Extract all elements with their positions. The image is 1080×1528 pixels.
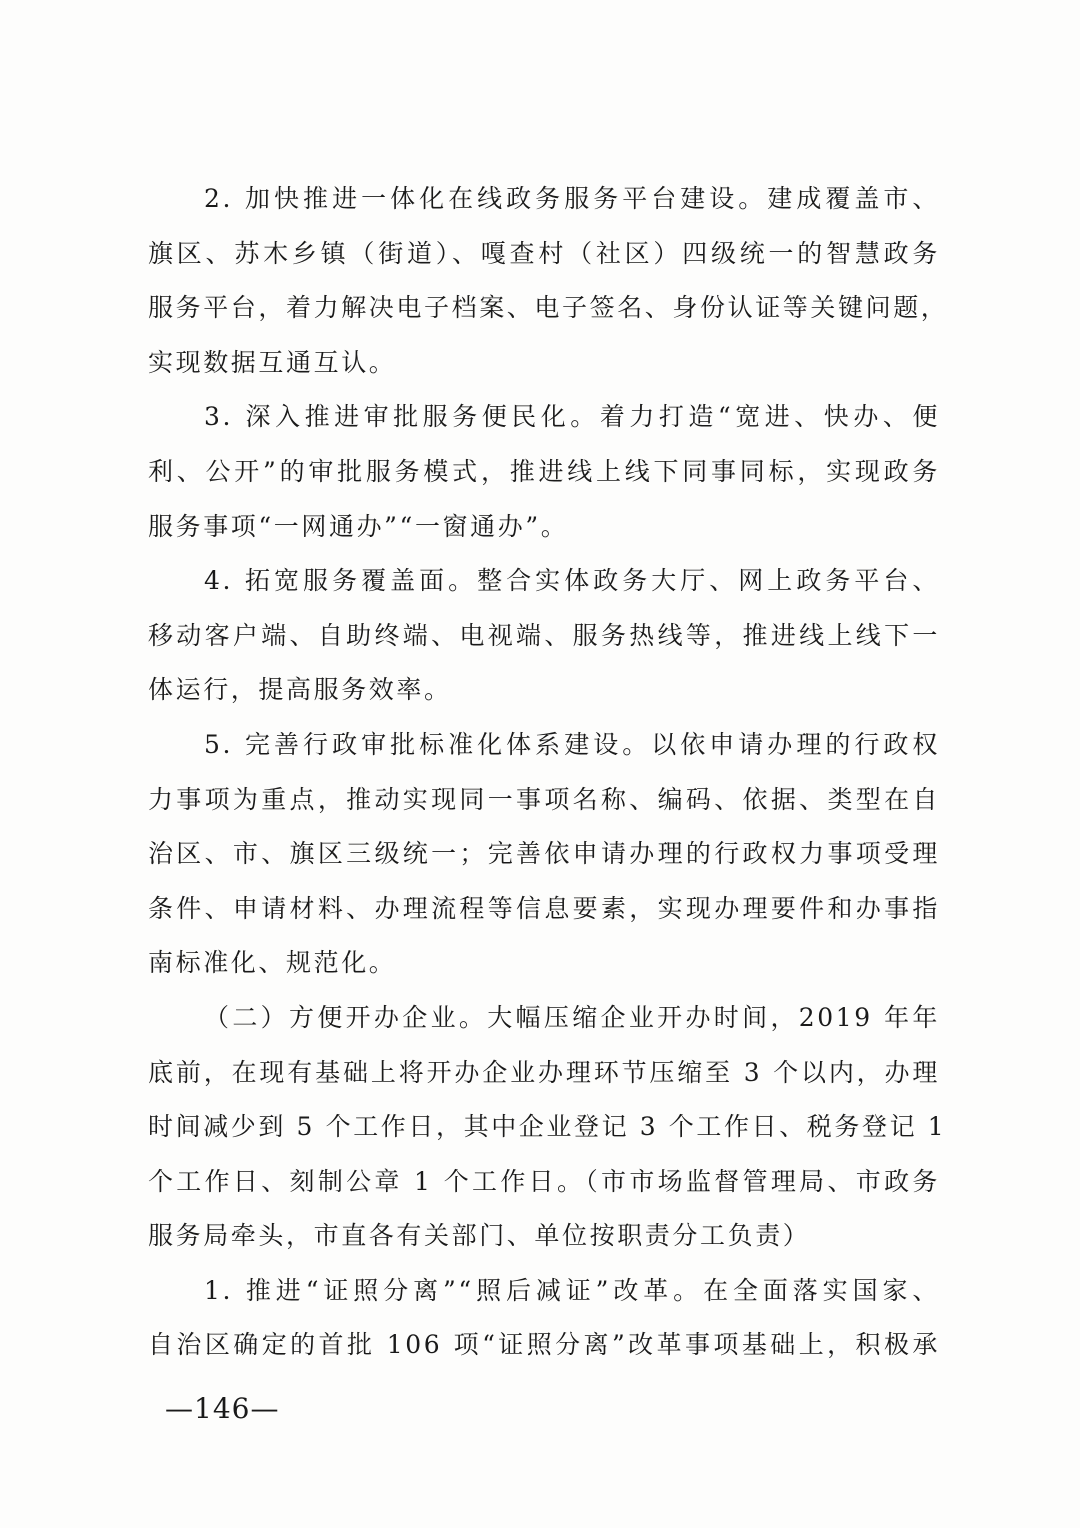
paragraph-item-3-approval-service xyxy=(148,390,940,554)
text-line: 移动客户端、自助终端、电视端、服务热线等，推进线上线下一 xyxy=(148,620,940,650)
text-line: 1. 推进“证照分离”“照后减证”改革。在全面落实国家、 xyxy=(204,1275,940,1305)
text-line: 个工作日、刻制公章 1 个工作日。（市市场监督管理局、市政务 xyxy=(148,1166,940,1196)
text-line: 底前，在现有基础上将开办企业办理环节压缩至 3 个以内，办理 xyxy=(148,1057,940,1087)
text-line: 旗区、苏木乡镇（街道）、嘎查村（社区）四级统一的智慧政务 xyxy=(148,238,940,268)
text-line: 力事项为重点，推动实现同一事项名称、编码、依据、类型在自 xyxy=(148,784,940,814)
text-line: 5. 完善行政审批标准化体系建设。以依申请办理的行政权 xyxy=(204,729,940,759)
text-line: 利、公开”的审批服务模式，推进线上线下同事同标，实现政务 xyxy=(148,456,940,486)
text-line: 时间减少到 5 个工作日，其中企业登记 3 个工作日、税务登记 1 xyxy=(148,1112,947,1142)
paragraph-item-4-service-coverage xyxy=(148,554,940,718)
text-line: 治区、市、旗区三级统一；完善依申请办理的行政权力事项受理 xyxy=(148,839,940,869)
text-line: 服务平台，着力解决电子档案、电子签名、身份认证等关键问题， xyxy=(148,293,949,323)
text-line: 2. 加快推进一体化在线政务服务平台建设。建成覆盖市、 xyxy=(204,184,940,213)
page-number: —146— xyxy=(165,1392,280,1425)
paragraph-item-2-online-platform xyxy=(148,172,949,390)
text-line: 服务事项“一网通办”“一窗通办”。 xyxy=(148,511,569,541)
text-line: 自治区确定的首批 106 项“证照分离”改革事项基础上，积极承 xyxy=(148,1330,940,1360)
text-line: 服务局牵头，市直各有关部门、单位按职责分工负责） xyxy=(148,1221,811,1251)
paragraph-item-1-license-reform xyxy=(148,1264,940,1373)
text-line: 3. 深入推进审批服务便民化。着力打造“宽进、快办、便 xyxy=(204,402,940,432)
text-line: 条件、申请材料、办理流程等信息要素，实现办理要件和办事指 xyxy=(148,893,940,923)
paragraph-section-2-business-startup xyxy=(148,991,947,1264)
text-line: 体运行，提高服务效率。 xyxy=(148,675,452,705)
text-line: 南标准化、规范化。 xyxy=(148,948,397,978)
paragraph-item-5-standardization xyxy=(148,718,940,991)
text-line: 4. 拓宽服务覆盖面。整合实体政务大厅、网上政务平台、 xyxy=(204,566,940,596)
document-body xyxy=(148,172,949,1373)
text-line: 实现数据互通互认。 xyxy=(148,347,397,377)
text-line: （二）方便开办企业。大幅压缩企业开办时间，2019 年年 xyxy=(204,1002,940,1032)
